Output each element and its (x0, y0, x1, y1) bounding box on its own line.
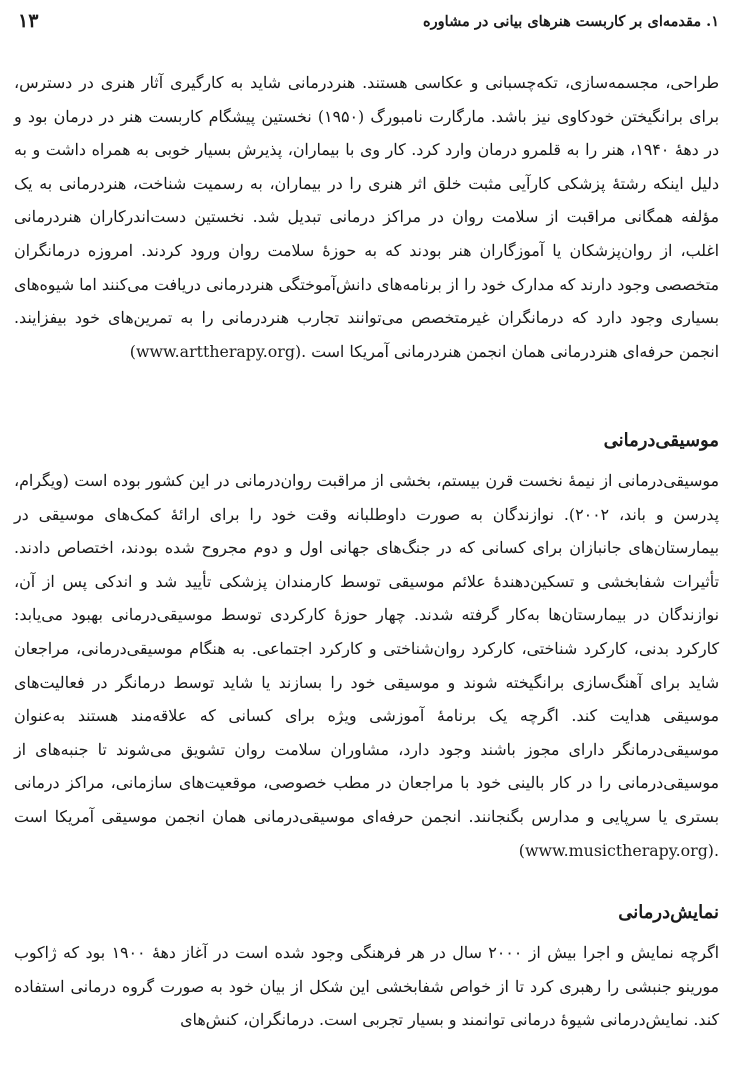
url-arttherapy: (www.arttherapy.org). (129, 341, 307, 361)
url-musictherapy: (www.musictherapy.org). (518, 840, 719, 860)
chapter-title: ۱. مقدمه‌ای بر کاربست هنرهای بیانی در مشاوره (423, 12, 719, 30)
paragraph-text: طراحی، مجسمه‌سازی، تکه‌چسبانی و عکاسی هستند. هنردرمانی شاید به کارگیری آثار هنری در دسترس، برای برانگیختن خودکاوی نیز باشد. مارگارت نامبورگ (۱۹۵۰) نخستین پیشگام کاربست هنر در درمان بود و در دههٔ ۱۹۴۰، هنر را به قلمرو درمان وارد کرد. کار وی با بیماران، پذیرش بسیار خوبی به همراه داشت و به دلیل اینکه رشتهٔ پزشکی کارآیی مثبت خلق اثر هنری را در بیماران، به رسمیت شناخت، هنردرمانی به یک مؤلفه همگانی مراقبت از سلامت روان در مراکز درمانی تبدیل شد. نخستین دست‌اندرکاران هنردرمانی اغلب، از روان‌پزشکان یا آموزگاران هنر بودند که به حوزهٔ سلامت روان ورود کردند. امروزه درمانگران متخصصی وجود دارند که مدارک خود را از برنامه‌های دانش‌آموختگی هنردرمانی دریافت می‌کنند اما شیوه‌های بسیاری وجود دارد که درمانگران غیرمتخصص می‌توانند تجارب هنردرمانی را به تمرین‌های خود بیفزایند. انجمن حرفه‌ای هنردرمانی همان انجمن هنردرمانی آمریکا است (14, 73, 720, 361)
section-heading-drama-therapy: نمایش‌درمانی (618, 902, 719, 923)
paragraph-music-therapy (14, 464, 719, 867)
paragraph-text: موسیقی‌درمانی از نیمهٔ نخست قرن بیستم، بخشی از مراقبت روان‌درمانی در این کشور بوده است (ویگرام، پدرسن و باند، ۲۰۰۲). نوازندگان به صورت داوطلبانه وقت خود را برای ارائهٔ کمک‌های موسیقی در بیمارستان‌های جانبازان برای کسانی که در جنگ‌های جهانی اول و دوم مجروح شده بودند، اختصاص دادند. تأثیرات شفابخشی و تسکین‌دهندهٔ علائم موسیقی توسط کارمندان پزشکی تأیید شد و اندکی پس از آن، نوازندگان در بیمارستان‌ها به‌کار گرفته شدند. چهار حوزهٔ کارکردی توسط موسیقی‌درمانی بهبود می‌یابد: کارکرد بدنی، کارکرد شناختی، کارکرد روان‌شناختی و کارکرد اجتماعی. به هنگام موسیقی‌درمانی، مراجعان شاید برای آهنگ‌سازی برانگیخته شوند و موسیقی خود را بسازند یا شاید توسط درمانگر در فعالیت‌های موسیقی هدایت کند. اگرچه یک برنامهٔ آموزشی ویژه برای کسانی که علاقه‌مند هستند به‌عنوان موسیقی‌درمانگر دارای مجوز باشند وجود دارد، مشاوران سلامت روان تشویق می‌شوند تا جنبه‌های از موسیقی‌درمانی را در کار بالینی خود با مراجعان در مطب خصوصی، موقعیت‌های سازمانی، مراکز درمانی بستری یا سرپایی و مدارس بگنجانند. انجمن حرفه‌ای موسیقی‌درمانی همان انجمن موسیقی آمریکا است (14, 471, 719, 826)
paragraph-drama-therapy (14, 936, 719, 1037)
paragraph-art-therapy (14, 66, 719, 368)
section-heading-music-therapy: موسیقی‌درمانی (603, 430, 719, 451)
page-number: ۱۳ (18, 10, 39, 32)
page-header (14, 6, 719, 36)
paragraph-text: اگرچه نمایش و اجرا بیش از ۲۰۰۰ سال در هر فرهنگی وجود شده است در آغاز دههٔ ۱۹۰۰ بود که ژاکوب مورینو جنبشی را رهبری کرد تا از خواص شفابخشی این شکل از بیان خود به صورت گروه درمانی استفاده کند. نمایش‌درمانی شیوهٔ درمانی توانمند و بسیار تجربی است. درمانگران، کنش‌های (14, 943, 719, 1030)
book-page (14, 0, 719, 1080)
